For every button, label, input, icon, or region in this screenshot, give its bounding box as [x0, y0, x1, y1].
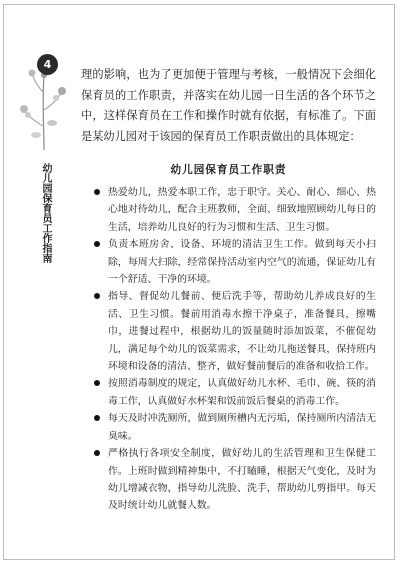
plant-branch-icon — [14, 65, 70, 155]
duty-item — [81, 410, 376, 445]
sidebar — [4, 5, 64, 559]
duty-item — [81, 445, 376, 515]
section-title: 幼儿园保育员工作职责 — [170, 164, 287, 176]
duty-text: 每天及时冲洗厕所，做到厕所槽内无污垢，保持厕所内清洁无臭味。 — [108, 413, 376, 442]
duty-text: 指导、督促幼儿餐前、便后洗手等，帮助幼儿养成良好的生活、卫生习惯。餐前用消毒水擦干净桌子，准备餐具，擦嘴巾，进餐过程中，根据幼儿的饭量随时添加饭菜，不催促幼儿，满足每个幼儿的饭菜需求，不让幼儿拖送餐具，保持班内环境和设备的清洁、整齐，做好餐前餐后的准备和收拾工作。 — [108, 291, 376, 373]
page-number-badge — [37, 54, 58, 75]
duty-item — [81, 236, 376, 288]
duty-text: 严格执行各项安全制度，做好幼儿的生活管理和卫生保健工作。上班时做到精神集中，不打瞌睡，根据天气变化，及时为幼儿增减衣物，指导幼儿洗脸、洗手，帮助幼儿剪指甲。每天及时统计幼儿就餐人数。 — [108, 448, 376, 512]
duty-item — [81, 375, 376, 410]
duties-list — [81, 184, 376, 515]
duty-item — [81, 288, 376, 375]
book-title-vertical: 幼儿园保育员工作指南 — [40, 163, 51, 263]
duty-item — [81, 184, 376, 236]
duty-text: 按照消毒制度的规定，认真做好幼儿水杯、毛巾、碗、筷的消毒工作，认真做好水杯架和饭前饭后餐桌的消毒工作。 — [108, 378, 376, 407]
bullet-icon — [94, 241, 100, 247]
duty-text: 负责本班房舍、设备、环境的清洁卫生工作。做到每天小扫除，每周大扫除，经常保持活动室内空气的流通，保证幼儿有一个舒适、干净的环境。 — [108, 239, 376, 286]
main-content — [81, 65, 376, 515]
intro-paragraph: 理的影响，也为了更加便于管理与考核，一般情况下会细化保育员的工作职责，并落实在幼儿园一日生活的各个环节之中，这样保育员在工作和操作时就有依据，有标准了。下面是某幼儿园对于该园的保育员工作职责做出的具体规定： — [81, 68, 376, 143]
bullet-icon — [94, 415, 100, 421]
bullet-icon — [94, 450, 100, 456]
duty-text: 热爱幼儿，热爱本职工作，忠于职守。关心、耐心、细心、热心地对待幼儿，配合主班教师，全面、细致地照顾幼儿每日的生活，培养幼儿良好的行为习惯和生活、卫生习惯。 — [108, 187, 376, 233]
page-number: 4 — [43, 58, 52, 71]
bullet-icon — [94, 380, 100, 386]
bullet-icon — [94, 293, 100, 299]
bullet-icon — [94, 189, 100, 195]
